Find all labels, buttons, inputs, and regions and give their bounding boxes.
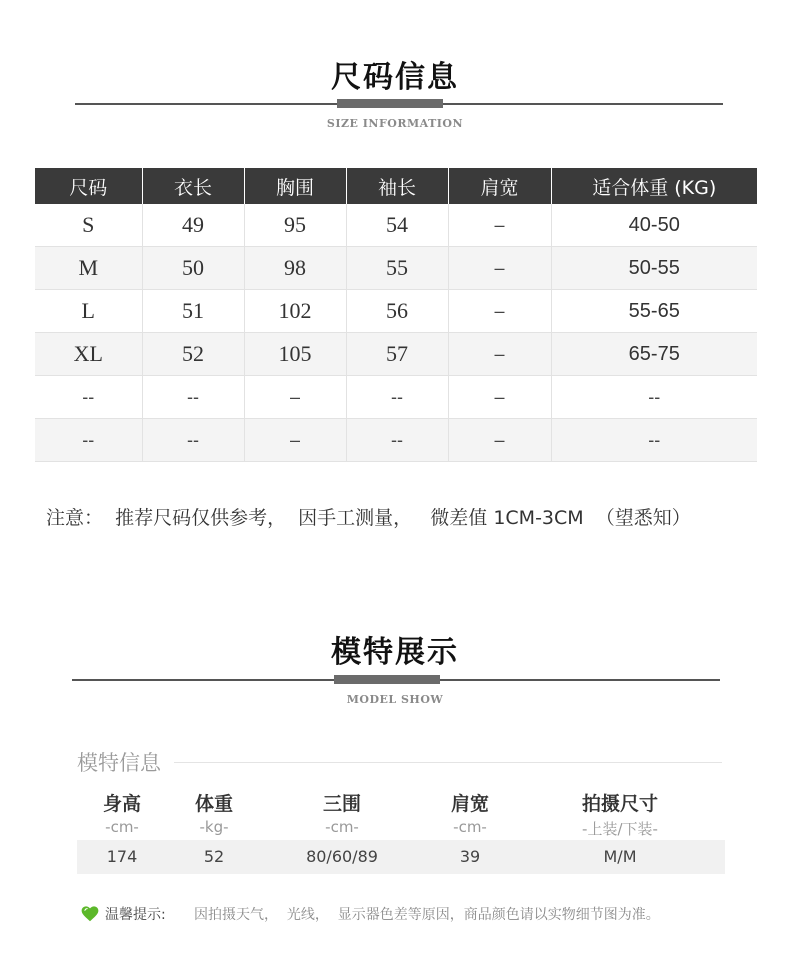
model-col-unit: -cm- xyxy=(453,818,487,836)
model-col-label: 三围 xyxy=(322,793,361,815)
model-col-unit: -上装/下装- xyxy=(582,820,658,838)
size-info-title: 尺码信息 xyxy=(331,60,459,95)
length-cell: -- xyxy=(142,419,244,462)
size-cell: M xyxy=(35,247,142,290)
chest-cell: 105 xyxy=(244,333,346,376)
col-header: 衣长 xyxy=(142,168,244,204)
weight-cell: 40-50 xyxy=(551,204,757,247)
title-divider-accent xyxy=(334,675,440,684)
size-info-subtitle: SIZE INFORMATION xyxy=(326,117,464,130)
chest-cell: – xyxy=(244,419,346,462)
size-note: 注意： 推荐尺码仅供参考， 因手工测量， 微差值 1CM-3CM （望悉知） xyxy=(46,507,691,529)
model-info-title: 模特信息 xyxy=(77,751,161,775)
model-info-divider xyxy=(174,762,722,763)
length-cell: -- xyxy=(142,376,244,419)
table-row xyxy=(35,419,757,462)
chest-cell: 95 xyxy=(244,204,346,247)
weight-cell: -- xyxy=(551,419,757,462)
model-show-subtitle: MODEL SHOW xyxy=(346,693,444,706)
size-cell: L xyxy=(35,290,142,333)
model-col-value: 174 xyxy=(106,847,138,866)
model-col-label: 拍摄尺寸 xyxy=(581,793,658,815)
col-header: 肩宽 xyxy=(448,168,551,204)
size-cell: XL xyxy=(35,333,142,376)
model-col-value: 80/60/89 xyxy=(306,847,378,866)
model-col-unit: -cm- xyxy=(325,818,359,836)
title-divider-accent xyxy=(337,99,443,108)
col-header: 胸围 xyxy=(244,168,346,204)
table-row xyxy=(35,376,757,419)
weight-cell: 65-75 xyxy=(551,333,757,376)
tip-label: 温馨提示: xyxy=(105,907,166,923)
shoulder-cell: – xyxy=(448,247,551,290)
sleeve-cell: 55 xyxy=(346,247,448,290)
model-col-label: 肩宽 xyxy=(450,793,489,815)
table-row xyxy=(35,333,757,376)
length-cell: 52 xyxy=(142,333,244,376)
sleeve-cell: 56 xyxy=(346,290,448,333)
col-header: 适合体重 (KG) xyxy=(551,168,757,204)
model-col-value: M/M xyxy=(603,847,637,866)
chest-cell: 98 xyxy=(244,247,346,290)
sleeve-cell: -- xyxy=(346,419,448,462)
chest-cell: – xyxy=(244,376,346,419)
sleeve-cell: -- xyxy=(346,376,448,419)
sleeve-cell: 57 xyxy=(346,333,448,376)
sleeve-cell: 54 xyxy=(346,204,448,247)
table-row xyxy=(35,204,757,247)
model-show-title: 模特展示 xyxy=(331,635,459,670)
col-header: 袖长 xyxy=(346,168,448,204)
length-cell: 50 xyxy=(142,247,244,290)
weight-cell: 55-65 xyxy=(551,290,757,333)
col-header: 尺码 xyxy=(35,168,142,204)
length-cell: 51 xyxy=(142,290,244,333)
shoulder-cell: – xyxy=(448,204,551,247)
shoulder-cell: – xyxy=(448,419,551,462)
model-col-label: 身高 xyxy=(102,793,141,815)
length-cell: 49 xyxy=(142,204,244,247)
heart-icon xyxy=(81,906,99,922)
model-col-unit: -cm- xyxy=(105,818,139,836)
weight-cell: 50-55 xyxy=(551,247,757,290)
model-col-value: 52 xyxy=(203,847,225,866)
size-cell: -- xyxy=(35,419,142,462)
size-cell: -- xyxy=(35,376,142,419)
model-col-label: 体重 xyxy=(194,793,233,815)
size-cell: S xyxy=(35,204,142,247)
shoulder-cell: – xyxy=(448,290,551,333)
size-table-header xyxy=(35,168,757,204)
tip-text: 因拍摄天气， 光线， 显示器色差等原因，商品颜色请以实物细节图为准。 xyxy=(194,907,660,923)
shoulder-cell: – xyxy=(448,333,551,376)
shoulder-cell: – xyxy=(448,376,551,419)
table-row xyxy=(35,247,757,290)
model-col-value: 39 xyxy=(459,847,481,866)
weight-cell: -- xyxy=(551,376,757,419)
table-row xyxy=(35,290,757,333)
model-col-unit: -kg- xyxy=(199,818,229,836)
chest-cell: 102 xyxy=(244,290,346,333)
size-table xyxy=(35,168,757,462)
